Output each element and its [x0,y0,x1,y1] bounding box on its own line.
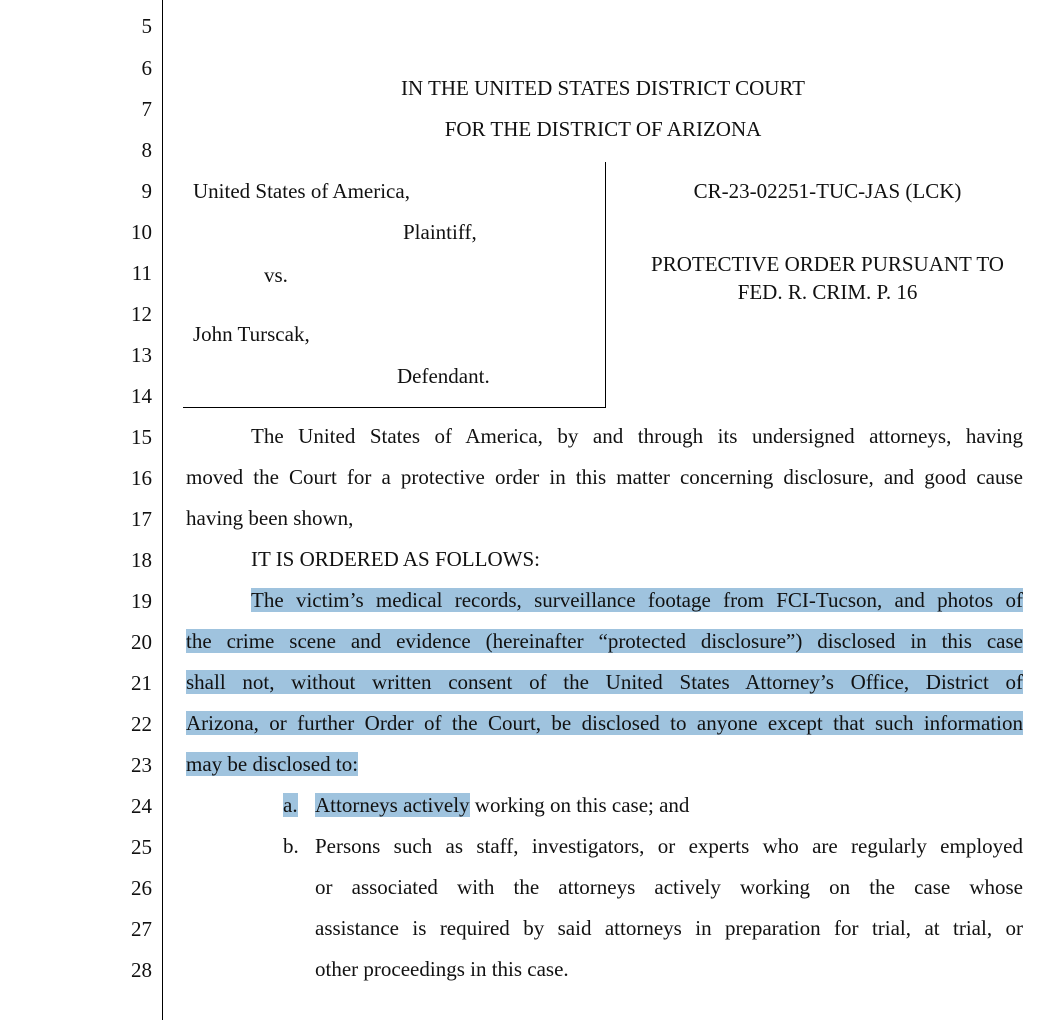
list-item-b-line: other proceedings in this case. [315,957,569,981]
protected-paragraph-line: shall not, without written consent of the United States Attorney’s Office, District of [186,670,1023,694]
line-number: 25 [131,835,152,859]
line-number: 20 [131,630,152,654]
list-item-b-line: Persons such as staff, investigators, or experts who are regularly employed [315,834,1023,858]
line-number: 9 [141,179,152,203]
list-item-a-text: working on this case; and [469,793,690,817]
line-number-rule [162,0,163,1020]
ordered-heading: IT IS ORDERED AS FOLLOWS: [251,547,540,571]
line-number: 13 [131,343,152,367]
line-number: 11 [131,261,152,285]
line-number: 14 [131,384,152,408]
line-number: 5 [141,14,152,38]
versus-label: vs. [264,263,288,287]
line-number: 26 [131,876,152,900]
line-number: 6 [141,56,152,80]
case-number: CR-23-02251-TUC-JAS (LCK) [693,179,962,203]
line-number: 16 [131,466,152,490]
protected-paragraph-line: the crime scene and evidence (hereinafter “protected disclosure”) disclosed in this case [186,629,1023,653]
caption-divider-horizontal [183,407,606,408]
line-number: 28 [131,958,152,982]
highlighted-text: may be disclosed to: [186,752,359,776]
intro-line: moved the Court for a protective order in this matter concerning disclosure, and good cause [186,465,1023,489]
line-number: 15 [131,425,152,449]
line-number: 12 [131,302,152,326]
line-number: 7 [141,97,152,121]
caption-divider-vertical [605,162,606,408]
court-heading-line2: FOR THE DISTRICT OF ARIZONA [444,117,762,141]
protected-paragraph-line [186,752,358,776]
list-item-b-line: assistance is required by said attorneys in preparation for trial, at trial, or [315,916,1023,940]
highlighted-text: a. [283,793,298,817]
line-number: 23 [131,753,152,777]
line-number: 19 [131,589,152,613]
line-number: 27 [131,917,152,941]
list-item-b-line: or associated with the attorneys actively working on the case whose [315,875,1023,899]
defendant-name: John Turscak, [193,322,310,346]
list-item-a [315,793,689,817]
plaintiff-name: United States of America, [193,179,410,203]
line-number: 17 [131,507,152,531]
protected-paragraph-line: Arizona, or further Order of the Court, be disclosed to anyone except that such information [186,711,1023,735]
document-title-line1: PROTECTIVE ORDER PURSUANT TO [651,252,1004,276]
line-number: 8 [141,138,152,162]
line-number: 10 [131,220,152,244]
plaintiff-role: Plaintiff, [403,220,477,244]
document-title-line2: FED. R. CRIM. P. 16 [737,280,918,304]
line-number: 21 [131,671,152,695]
list-item-b-marker: b. [283,834,299,858]
line-number: 18 [131,548,152,572]
protected-paragraph-line: The victim’s medical records, surveillance footage from FCI-Tucson, and photos of [251,588,1023,612]
court-heading-line1: IN THE UNITED STATES DISTRICT COURT [400,76,806,100]
list-item-a-marker [283,793,298,817]
intro-line: The United States of America, by and through its undersigned attorneys, having [251,424,1023,448]
line-number: 22 [131,712,152,736]
defendant-role: Defendant. [397,364,490,388]
highlighted-text: Attorneys actively [315,793,470,817]
line-number: 24 [131,794,152,818]
intro-line: having been shown, [186,506,354,530]
